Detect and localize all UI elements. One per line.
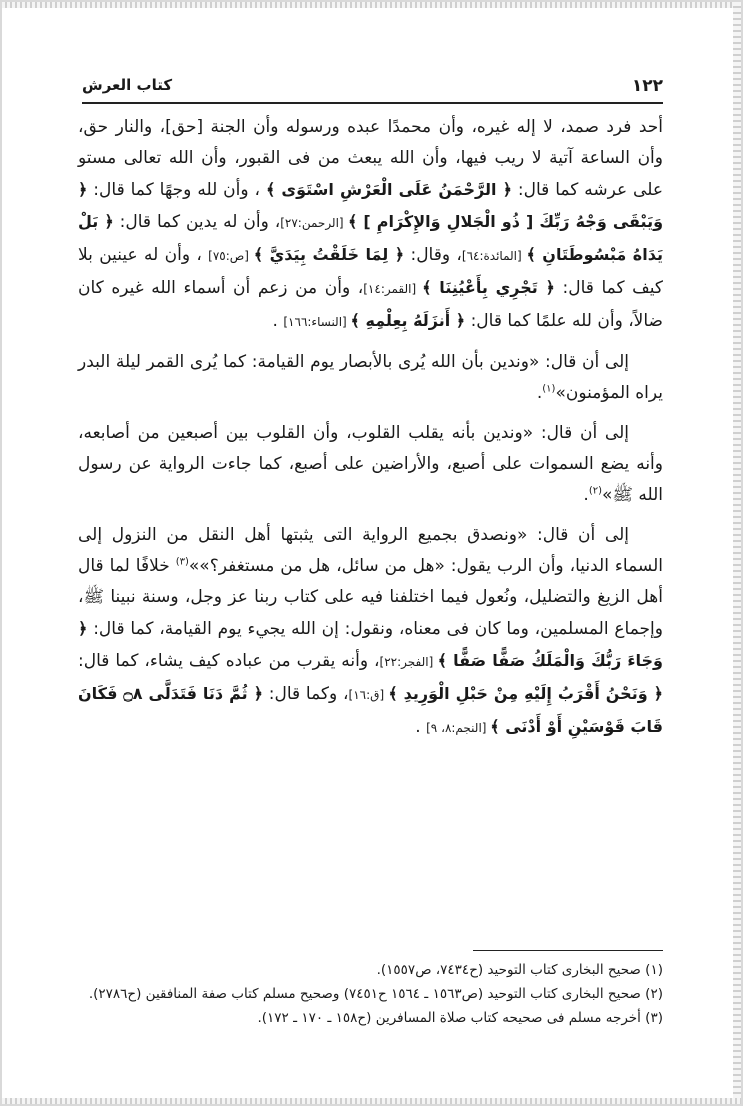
footnote-marker: (٢) [588, 485, 602, 497]
text-span: . [536, 383, 543, 403]
page-edge-top [0, 0, 743, 8]
verse-reference: [ص:٧٥] [208, 249, 254, 263]
footnote-divider [473, 950, 663, 951]
quran-verse: ﴿ وَجَاءَ رَبُّكَ وَالْمَلَكُ صَفًّا صَفًّا ﴾ [78, 619, 664, 670]
verse-reference: [النجم:٨، ٩] [426, 721, 491, 735]
quran-verse: ﴿ ثُمَّ دَنَا فَتَدَلَّى ۝٨ فَكَانَ قَابَ قَوْسَيْنِ أَوْ أَدْنَى ﴾ [78, 684, 663, 736]
text-span: . [583, 485, 589, 505]
verse-reference: [ق:١٦] [348, 688, 389, 702]
quran-verse: ﴿ لِمَا خَلَقْتُ بِيَدَيَّ ﴾ [253, 245, 405, 264]
footnote-1: (١) صحيح البخارى كتاب التوحيد (ح٧٤٣٤، ص١٥٥٧). [376, 962, 663, 978]
verse-reference: [الرحمن:٢٧] [280, 216, 348, 230]
page-edge-bottom [0, 1098, 743, 1106]
text-span: إلى أن قال: «ونصدق بجميع الرواية التى يثبتها أهل النقل من النزول إلى السماء الدنيا، وأن الرب يقول: «هل من سائل، هل من مستغفر؟»» [78, 525, 663, 576]
text-span: ، وأن له عينين بلا كيف كما قال: [78, 245, 663, 298]
footnote-3: (٣) أخرجه مسلم فى صحيحه كتاب صلاة المسافرين (ح١٥٨ ـ ١٧٠ ـ ١٧٢). [257, 1010, 663, 1026]
verse-reference: [القمر:١٤] [363, 282, 423, 296]
main-text [78, 112, 663, 744]
text-span: ، وقال: [404, 245, 462, 265]
paragraph-3 [78, 418, 663, 511]
page-header [82, 76, 663, 104]
text-span: ، وأن لله وجهًا كما قال: [87, 180, 266, 200]
footnote-2: (٢) صحيح البخارى كتاب التوحيد (ص١٥٦٣ ـ ١٥٦٤ ح٧٤٥١) وصحيح مسلم كتاب صفة المنافقين (ح٢٧٨٦). [88, 986, 663, 1002]
quran-verse: ﴿ وَيَبْقَى وَجْهُ رَبِّكَ [ ذُو الْجَلالِ وَالإِكْرَامِ ] ﴾ [78, 180, 664, 231]
text-span: . [415, 717, 427, 737]
text-span: ، وكما قال: [262, 684, 349, 704]
paragraph-4 [78, 520, 663, 744]
quran-verse: ﴿ أَنزَلَهُ بِعِلْمِهِ ﴾ [350, 311, 466, 330]
verse-reference: [المائدة:٦٤] [461, 249, 527, 263]
text-span: . [272, 311, 284, 331]
text-span: ، وأن من زعم أن أسماء الله غيره كان ضالاً، وأن لله علمًا كما قال: [78, 278, 663, 331]
text-span: أحد فرد صمد، لا إله غيره، وأن محمدًا عبده ورسوله وأن الجنة [حق]، والنار حق، وأن الساعة آتية لا ريب فيها، وأن الله يبعث من فى القبور، وأن الله تعالى مستو على عرشه كما قال: [78, 117, 663, 200]
verse-reference: [النساء:١٦٦] [283, 315, 351, 329]
page-number: ١٢٢ [631, 76, 663, 96]
footnote-marker: (١) [542, 383, 556, 395]
quran-verse: ﴿ وَنَحْنُ أَقْرَبُ إِلَيْهِ مِنْ حَبْلِ الْوَرِيدِ ﴾ [388, 684, 663, 703]
quran-verse: ﴿ بَلْ يَدَاهُ مَبْسُوطَتَانِ ﴾ [78, 212, 663, 264]
page-edge-right [733, 0, 743, 1106]
footnotes [78, 958, 663, 1030]
text-span: ، وأن له يدين كما قال: [113, 212, 281, 232]
text-span: إلى أن قال: «وندين بأنه يقلب القلوب، وأن القلوب بين أصبعين من أصابعه، وأنه يضع السموات على أصبع، والأراضين على أصبع، كما جاءت الرواية عن رسول الله ﷺ» [78, 423, 663, 505]
footnote-marker: (٣) [175, 556, 189, 568]
quran-verse: ﴿ تَجْرِي بِأَعْيُنِنَا ﴾ [422, 278, 555, 297]
text-span: خلافًا لما قال أهل الزيغ والتضليل، ونُعول فيما اختلفنا فيه على كتاب ربنا عز وجل، وسنة نبينا ﷺ، وإجماع المسلمين، وما كان فى معناه، ونقول: إن الله يجيء يوم القيامة، كما قال: [78, 556, 663, 639]
quran-verse: ﴿ الرَّحْمَنُ عَلَى الْعَرْشِ اسْتَوَى ﴾ [265, 180, 512, 199]
running-title: كتاب العرش [82, 76, 173, 94]
text-span: إلى أن قال: «وندين بأن الله يُرى بالأبصار يوم القيامة: كما يُرى القمر ليلة البدر يراه المؤمنون» [78, 352, 663, 403]
text-span: ، وأنه يقرب من عباده كيف يشاء، كما قال: [78, 651, 380, 671]
paragraph-2 [78, 347, 663, 409]
verse-reference: [الفجر:٢٢] [379, 655, 438, 669]
paragraph-1 [78, 112, 663, 338]
